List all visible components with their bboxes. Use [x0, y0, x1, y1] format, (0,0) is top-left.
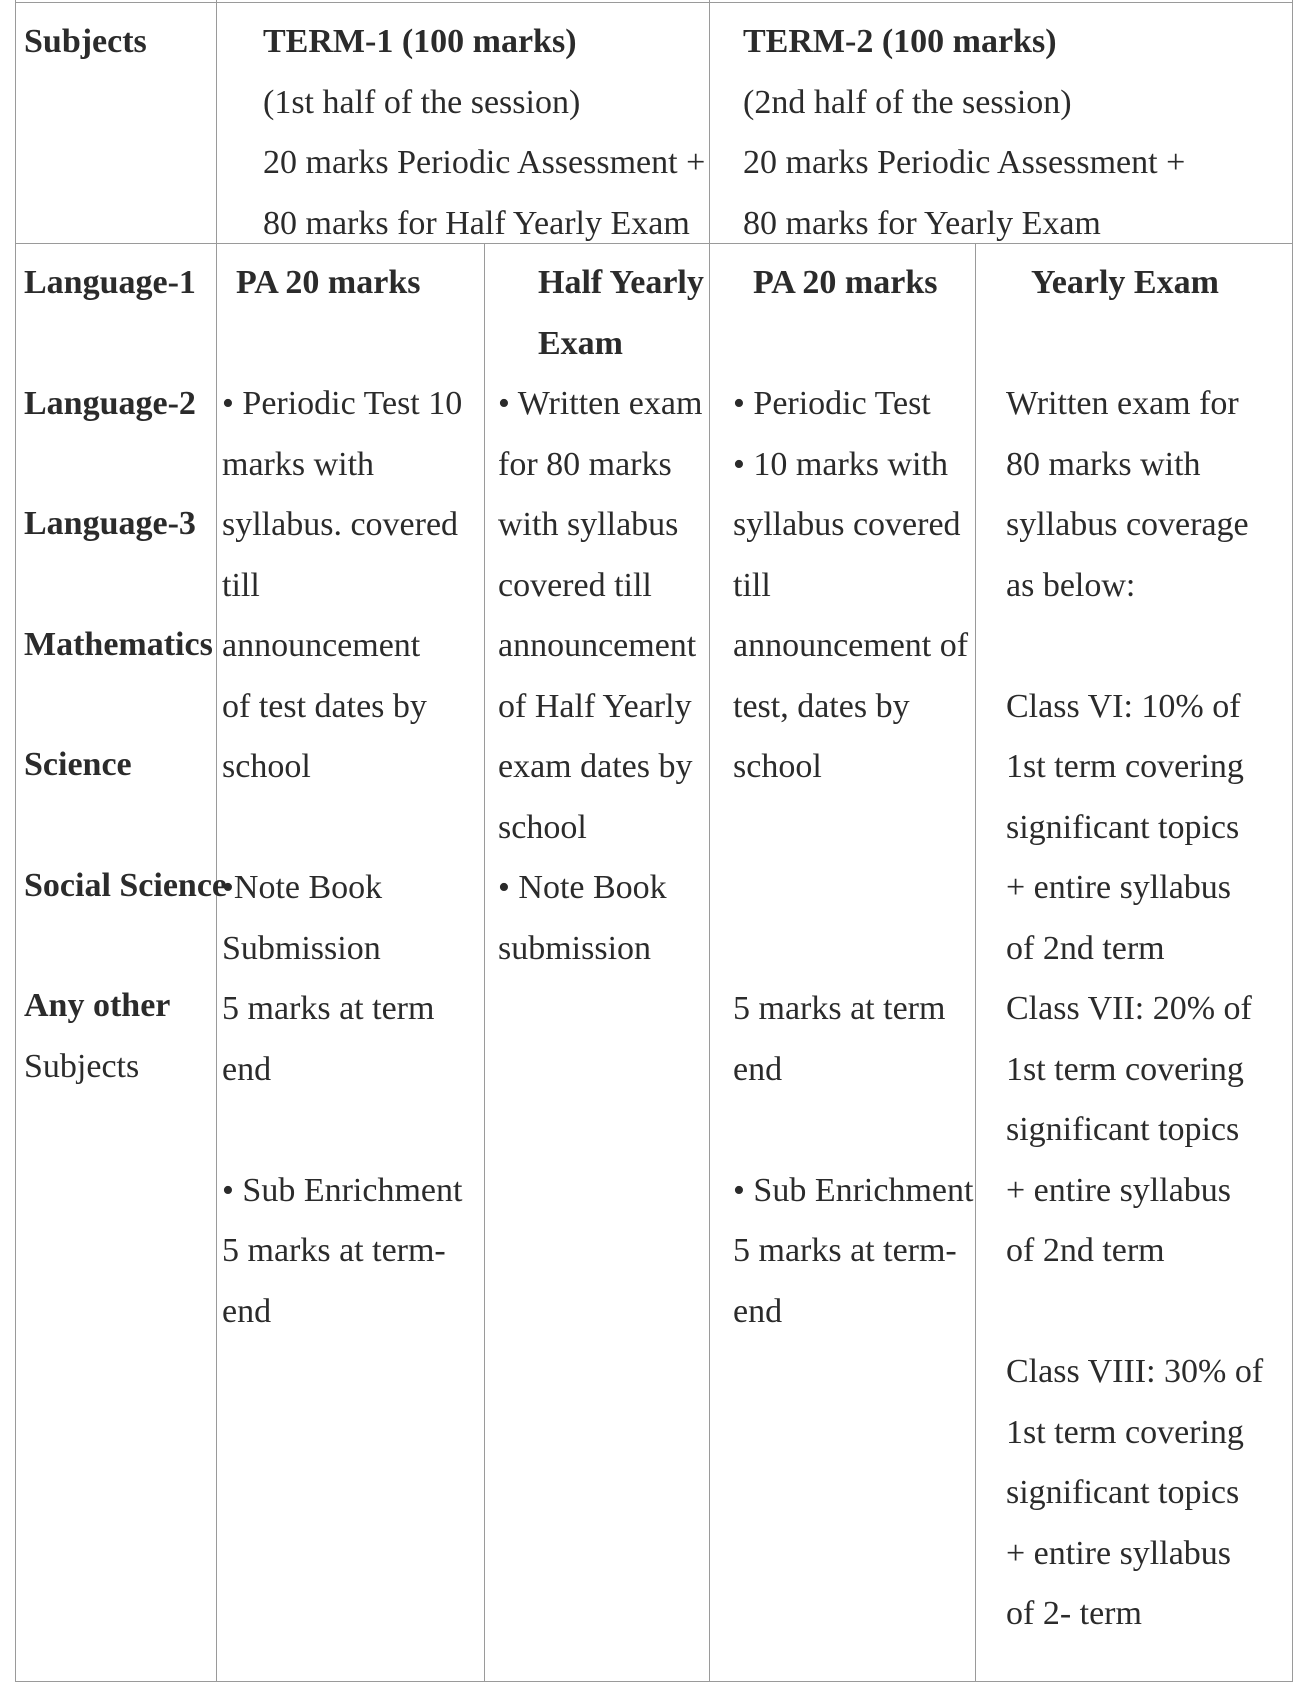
pa2-line: test, dates by: [733, 687, 910, 725]
term1-header: [263, 12, 705, 254]
subject-name-line: Subjects: [24, 1047, 140, 1085]
half-yearly-title-line: Half Yearly: [538, 264, 704, 301]
pa1-line: [222, 1100, 462, 1161]
table-left-border: [15, 0, 16, 1682]
subject-name: Social Science: [24, 867, 228, 904]
pa2-line: [733, 1100, 973, 1161]
half-yearly-line: with syllabus: [498, 506, 679, 543]
subject-name: Language-3: [24, 505, 196, 542]
half-yearly-line: • Note Book: [498, 869, 667, 906]
half-yearly-line: of Half Yearly: [498, 687, 692, 725]
pa2-column-title: PA 20 marks: [753, 264, 938, 301]
pa2-line: end: [733, 1292, 783, 1330]
yearly-line: of 2nd term: [1006, 1232, 1165, 1269]
pa1-line: announcement: [222, 627, 421, 664]
subject-name: Language-1: [24, 264, 196, 301]
half-yearly-line: exam dates by: [498, 748, 693, 785]
half-yearly-title-line: Exam: [538, 324, 623, 362]
pa1-line: of test dates by: [222, 687, 427, 725]
subject-name: Science: [24, 746, 132, 783]
term1-line: (1st half of the session): [263, 83, 581, 121]
pa2-line: • 10 marks with: [733, 445, 948, 483]
term2-title: TERM-2 (100 marks): [743, 23, 1057, 60]
pa1-line: 5 marks at term-: [222, 1232, 446, 1269]
yearly-line: [1006, 616, 1263, 677]
yearly-line: + entire syllabus: [1006, 869, 1232, 906]
term2-line: 20 marks Periodic Assessment +: [743, 144, 1186, 181]
pa2-line: [733, 798, 973, 859]
pa2-line: end: [733, 1050, 783, 1088]
pa2-line: till: [733, 566, 771, 604]
table-right-border: [1292, 0, 1293, 1682]
subjects-header: Subjects: [24, 23, 147, 60]
yearly-line: syllabus coverage: [1006, 506, 1249, 543]
pa1-line: school: [222, 748, 311, 785]
half-yearly-line: school: [498, 808, 587, 846]
term-divider: [709, 0, 710, 1682]
table-top-border: [15, 2, 1293, 3]
pa1-line: syllabus. covered: [222, 506, 459, 543]
pa2-column-body: [733, 374, 973, 1342]
yearly-line: + entire syllabus: [1006, 1171, 1232, 1209]
pa2-line: announcement of: [733, 627, 969, 664]
subject-name: [24, 976, 170, 1097]
yearly-line: significant topics: [1006, 1474, 1240, 1511]
pa2-line: [733, 858, 973, 919]
pa1-line: [222, 798, 462, 859]
half-yearly-line: for 80 marks: [498, 445, 672, 483]
term1-line: 20 marks Periodic Assessment +: [263, 144, 706, 181]
pa2-line: • Periodic Test: [733, 385, 931, 422]
half-yearly-line: submission: [498, 929, 652, 967]
yearly-line: significant topics: [1006, 808, 1240, 846]
pa2-line: 5 marks at term: [733, 990, 946, 1027]
pa2-line: 5 marks at term-: [733, 1232, 957, 1269]
half-yearly-column-title: [538, 253, 704, 374]
term2-line: (2nd half of the session): [743, 83, 1072, 121]
pa2-line: syllabus covered: [733, 506, 961, 543]
half-yearly-line: announcement: [498, 627, 697, 664]
yearly-line: as below:: [1006, 566, 1136, 604]
subject-name: Mathematics: [24, 626, 213, 663]
pa1-line: Submission: [222, 929, 381, 967]
subjects-column-divider: [216, 0, 217, 1682]
yearly-column-body: [1006, 374, 1263, 1645]
term1-title: TERM-1 (100 marks): [263, 23, 577, 60]
term1-line: 80 marks for Half Yearly Exam: [263, 204, 690, 242]
term1-inner-divider: [484, 243, 485, 1682]
pa1-line: •Note Book: [222, 869, 383, 906]
yearly-line: + entire syllabus: [1006, 1534, 1232, 1572]
yearly-line: 1st term covering: [1006, 1413, 1244, 1451]
yearly-column-title: Yearly Exam: [1031, 264, 1219, 301]
yearly-line: [1006, 1282, 1263, 1343]
subject-name-line: Any other: [24, 987, 171, 1024]
term2-line: 80 marks for Yearly Exam: [743, 204, 1101, 242]
pa1-line: • Periodic Test 10: [222, 385, 463, 422]
half-yearly-column-body: [498, 374, 702, 979]
pa1-column-title: PA 20 marks: [236, 264, 421, 301]
term2-header: [743, 12, 1185, 254]
yearly-line: 1st term covering: [1006, 748, 1244, 785]
pa1-line: till: [222, 566, 260, 604]
pa1-column-body: [222, 374, 462, 1342]
pa1-line: • Sub Enrichment: [222, 1171, 463, 1209]
pa1-line: marks with: [222, 445, 375, 483]
yearly-line: Class VII: 20% of: [1006, 990, 1252, 1027]
yearly-line: Written exam for: [1006, 385, 1239, 422]
half-yearly-line: • Written exam: [498, 385, 703, 422]
pa1-line: 5 marks at term: [222, 990, 435, 1027]
yearly-line: Class VIII: 30% of: [1006, 1353, 1264, 1390]
term2-inner-divider: [975, 243, 976, 1682]
table-bottom-border: [15, 1681, 1293, 1682]
half-yearly-line: covered till: [498, 566, 652, 604]
yearly-line: 80 marks with: [1006, 445, 1201, 483]
pa1-line: end: [222, 1292, 272, 1330]
yearly-line: 1st term covering: [1006, 1050, 1244, 1088]
subject-name: Language-2: [24, 385, 196, 422]
pa2-line: school: [733, 748, 822, 785]
yearly-line: Class VI: 10% of: [1006, 687, 1241, 725]
yearly-line: of 2- term: [1006, 1595, 1142, 1632]
yearly-line: of 2nd term: [1006, 929, 1165, 967]
pa2-line: • Sub Enrichment: [733, 1171, 974, 1209]
pa2-line: [733, 919, 973, 980]
pa1-line: end: [222, 1050, 272, 1088]
yearly-line: significant topics: [1006, 1111, 1240, 1148]
